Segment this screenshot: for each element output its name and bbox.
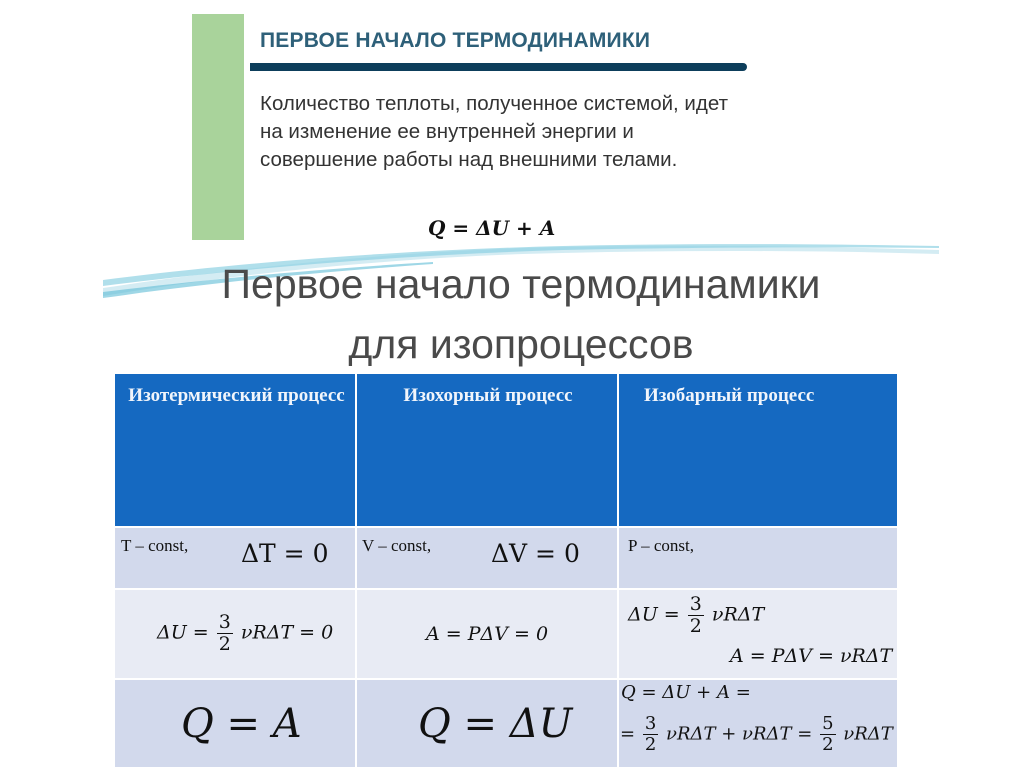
table-divider [617, 374, 619, 767]
row2-isothermal [115, 589, 356, 679]
equation-part: ΔU = [628, 603, 680, 626]
inset-accent-bar [192, 14, 244, 248]
equation-part: νRΔT [711, 603, 765, 626]
equation-part: νRΔT [843, 723, 893, 745]
inset-title-rule [250, 63, 747, 71]
header-isothermal: Изотермический процесс [115, 374, 356, 527]
slide-title-line-1: Первое начало термодинамики [221, 261, 821, 307]
energy-equation [157, 613, 333, 654]
table-divider [355, 374, 357, 767]
slide-title-line-2: для изопроцессов [348, 321, 694, 367]
inset-formula: Q = ΔU + A [428, 216, 556, 240]
condition-label: T – const, [121, 536, 189, 555]
fraction-denominator: 2 [822, 734, 834, 755]
condition-equation: ΔT = 0 [241, 539, 329, 568]
heat-equation-line-1: Q = ΔU + A = [621, 682, 751, 703]
heat-equation-line-2 [620, 715, 893, 754]
row2-isochoric [356, 589, 618, 679]
table-divider [115, 526, 897, 528]
equation-part: νRΔT + νRΔT = [666, 723, 813, 745]
row1-isochoric [356, 527, 618, 589]
fraction-denominator: 2 [644, 734, 657, 755]
row3-isobaric [618, 679, 897, 767]
table-divider [115, 588, 897, 590]
equation-part: = [620, 723, 636, 745]
inset-title: ПЕРВОЕ НАЧАЛО ТЕРМОДИНАМИКИ [260, 29, 651, 52]
header-isobaric: Изобарный процесс [618, 374, 897, 527]
inset-definition-text: Количество теплоты, полученное системой, идет на изменение ее внутренней энергии и совершение работы над внешними телами. [260, 92, 728, 171]
row1-isothermal [115, 527, 356, 589]
isoprocess-table [115, 374, 897, 767]
work-equation: A = PΔV = 0 [426, 623, 549, 645]
fraction-numerator: 5 [822, 713, 834, 734]
condition-equation: ΔV = 0 [491, 539, 580, 568]
row3-isochoric [356, 679, 618, 767]
fraction [643, 715, 658, 754]
heat-equation: Q = A [181, 701, 302, 747]
equation-part: νRΔT = 0 [240, 621, 334, 644]
fraction [217, 613, 233, 654]
fraction [688, 595, 704, 636]
table-divider [115, 678, 897, 680]
condition-label: P – const, [628, 536, 694, 555]
fraction-numerator: 3 [644, 713, 657, 734]
heat-equation: Q = ΔU [418, 701, 573, 747]
slide-title [103, 254, 939, 374]
row3-isothermal [115, 679, 356, 767]
condition-label: V – const, [362, 536, 432, 555]
header-isochoric: Изохорный процесс [356, 374, 618, 527]
fraction-numerator: 3 [218, 611, 231, 633]
work-equation: A = PΔV = νRΔT [730, 645, 893, 667]
fraction [820, 715, 835, 754]
equation-part: ΔU = [157, 621, 209, 644]
fraction-numerator: 3 [689, 593, 702, 615]
inset-slide [192, 14, 847, 248]
row1-isobaric [618, 527, 897, 589]
row2-isobaric [618, 589, 897, 679]
energy-equation [628, 595, 764, 636]
fraction-denominator: 2 [689, 615, 702, 637]
fraction-denominator: 2 [218, 633, 231, 655]
